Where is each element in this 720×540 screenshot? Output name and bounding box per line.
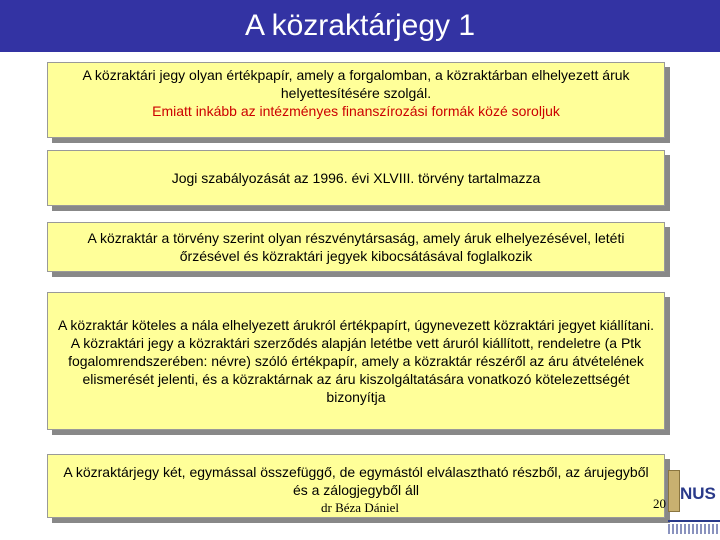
- legal-regulation-box: [47, 150, 665, 206]
- logo-emblem-icon: [668, 470, 680, 512]
- page-number: 20: [653, 496, 666, 511]
- logo-divider: [668, 520, 720, 522]
- warehouse-obligation-text: A közraktár köteles a nála elhelyezett árukról értékpapírt, úgynevezett közraktári jegyet kiállítani. A közraktári jegy a közraktári szerződés alapján letétbe vett áruról kiállított, rendeletre (a Ptk fogalomrendszerében: névre) szóló értékpapír, amely a közraktár részéről az áru átvételének elismerését jelenti, és a közraktárnak az áru kiszolgáltatására vonatkozó kötelezettségét bizonyítja: [57, 317, 655, 405]
- logo-text: NUS: [680, 484, 716, 503]
- definition-text: A közraktári jegy olyan értékpapír, amely a forgalomban, a közraktárban elhelyezett áruk helyettesítésére szolgál.: [82, 67, 630, 101]
- warehouse-definition-box: [47, 222, 665, 272]
- university-logo: [668, 462, 720, 540]
- definition-box: [47, 62, 665, 138]
- slide-title: A közraktárjegy 1: [244, 9, 476, 42]
- legal-regulation-text: Jogi szabályozását az 1996. évi XLVIII. törvény tartalmazza: [171, 170, 541, 186]
- definition-emphasis-text: Emiatt inkább az intézményes finanszírozási formák közé soroljuk: [152, 103, 560, 119]
- warehouse-obligation-box: [47, 292, 665, 430]
- logo-subtitle-mark: [668, 524, 720, 534]
- receipt-parts-text: A közraktárjegy két, egymással összefüggő, de egymástól elválasztható részből, az árujegyből és a zálogjegyből áll: [63, 464, 649, 498]
- title-underline: [0, 52, 720, 56]
- author-footer: dr Béza Dániel: [321, 500, 399, 515]
- warehouse-definition-text: A közraktár a törvény szerint olyan részvénytársaság, amely áruk elhelyezésével, letéti őrzésével és közraktári jegyek kibocsátásával foglalkozik: [87, 230, 625, 264]
